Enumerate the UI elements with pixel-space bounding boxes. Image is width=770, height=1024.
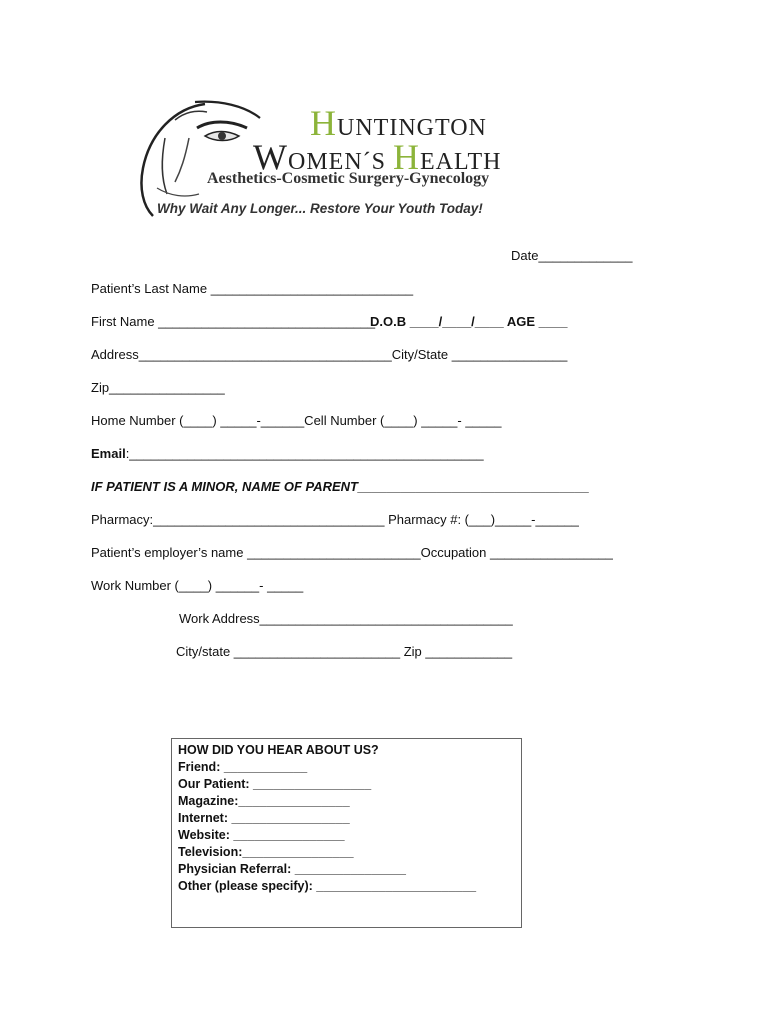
employer-occupation-field[interactable]: Patient’s employer’s name ________________________Occupation _________________ (91, 545, 613, 560)
email-label: Email (91, 446, 126, 461)
logo-subtitle: Aesthetics-Cosmetic Surgery-Gynecology (207, 170, 490, 187)
first-name-field[interactable]: First Name ______________________________ (91, 314, 376, 329)
referral-option-internet[interactable]: Internet: _________________ (178, 811, 350, 825)
address-city-field[interactable]: Address___________________________________City/State ________________ (91, 347, 568, 362)
referral-option-friend[interactable]: Friend: ____________ (178, 760, 308, 774)
referral-option-our-patient[interactable]: Our Patient: _________________ (178, 777, 372, 791)
logo-line-huntington: HUNTINGTON (310, 103, 487, 143)
email-field[interactable] (91, 446, 484, 462)
logo-line-womens-health: WOMEN´S HEALTH (253, 137, 502, 177)
referral-option-other[interactable]: Other (please specify): _______________________ (178, 879, 477, 893)
phone-numbers-field[interactable]: Home Number (____) _____-______Cell Number (____) _____- _____ (91, 413, 502, 428)
email-line[interactable]: :_________________________________________________ (125, 446, 484, 461)
referral-box-title: HOW DID YOU HEAR ABOUT US? (178, 743, 379, 757)
last-name-field[interactable]: Patient’s Last Name ____________________________ (91, 281, 414, 296)
dob-age-field[interactable]: D.O.B ____/____/____ AGE ____ (370, 314, 568, 329)
logo-tagline: Why Wait Any Longer... Restore Your Youth Today! (157, 201, 483, 216)
date-field[interactable]: Date_____________ (511, 248, 633, 263)
face-sketch-icon (135, 98, 265, 218)
referral-option-magazine[interactable]: Magazine:________________ (178, 794, 350, 808)
work-address-field[interactable]: Work Address___________________________________ (179, 611, 513, 626)
work-number-field[interactable]: Work Number (____) ______- _____ (91, 578, 304, 593)
work-city-zip-field[interactable]: City/state _______________________ Zip ____________ (176, 644, 513, 659)
referral-option-website[interactable]: Website: ________________ (178, 828, 345, 842)
pharmacy-field[interactable]: Pharmacy:________________________________ Pharmacy #: (___)_____-______ (91, 512, 579, 527)
zip-field[interactable]: Zip________________ (91, 380, 225, 395)
clinic-logo (135, 98, 650, 223)
referral-option-television[interactable]: Television:________________ (178, 845, 354, 859)
parent-name-field[interactable]: IF PATIENT IS A MINOR, NAME OF PARENT________________________________ (91, 479, 590, 494)
referral-option-physician[interactable]: Physician Referral: ________________ (178, 862, 406, 876)
referral-source-box (171, 738, 522, 928)
